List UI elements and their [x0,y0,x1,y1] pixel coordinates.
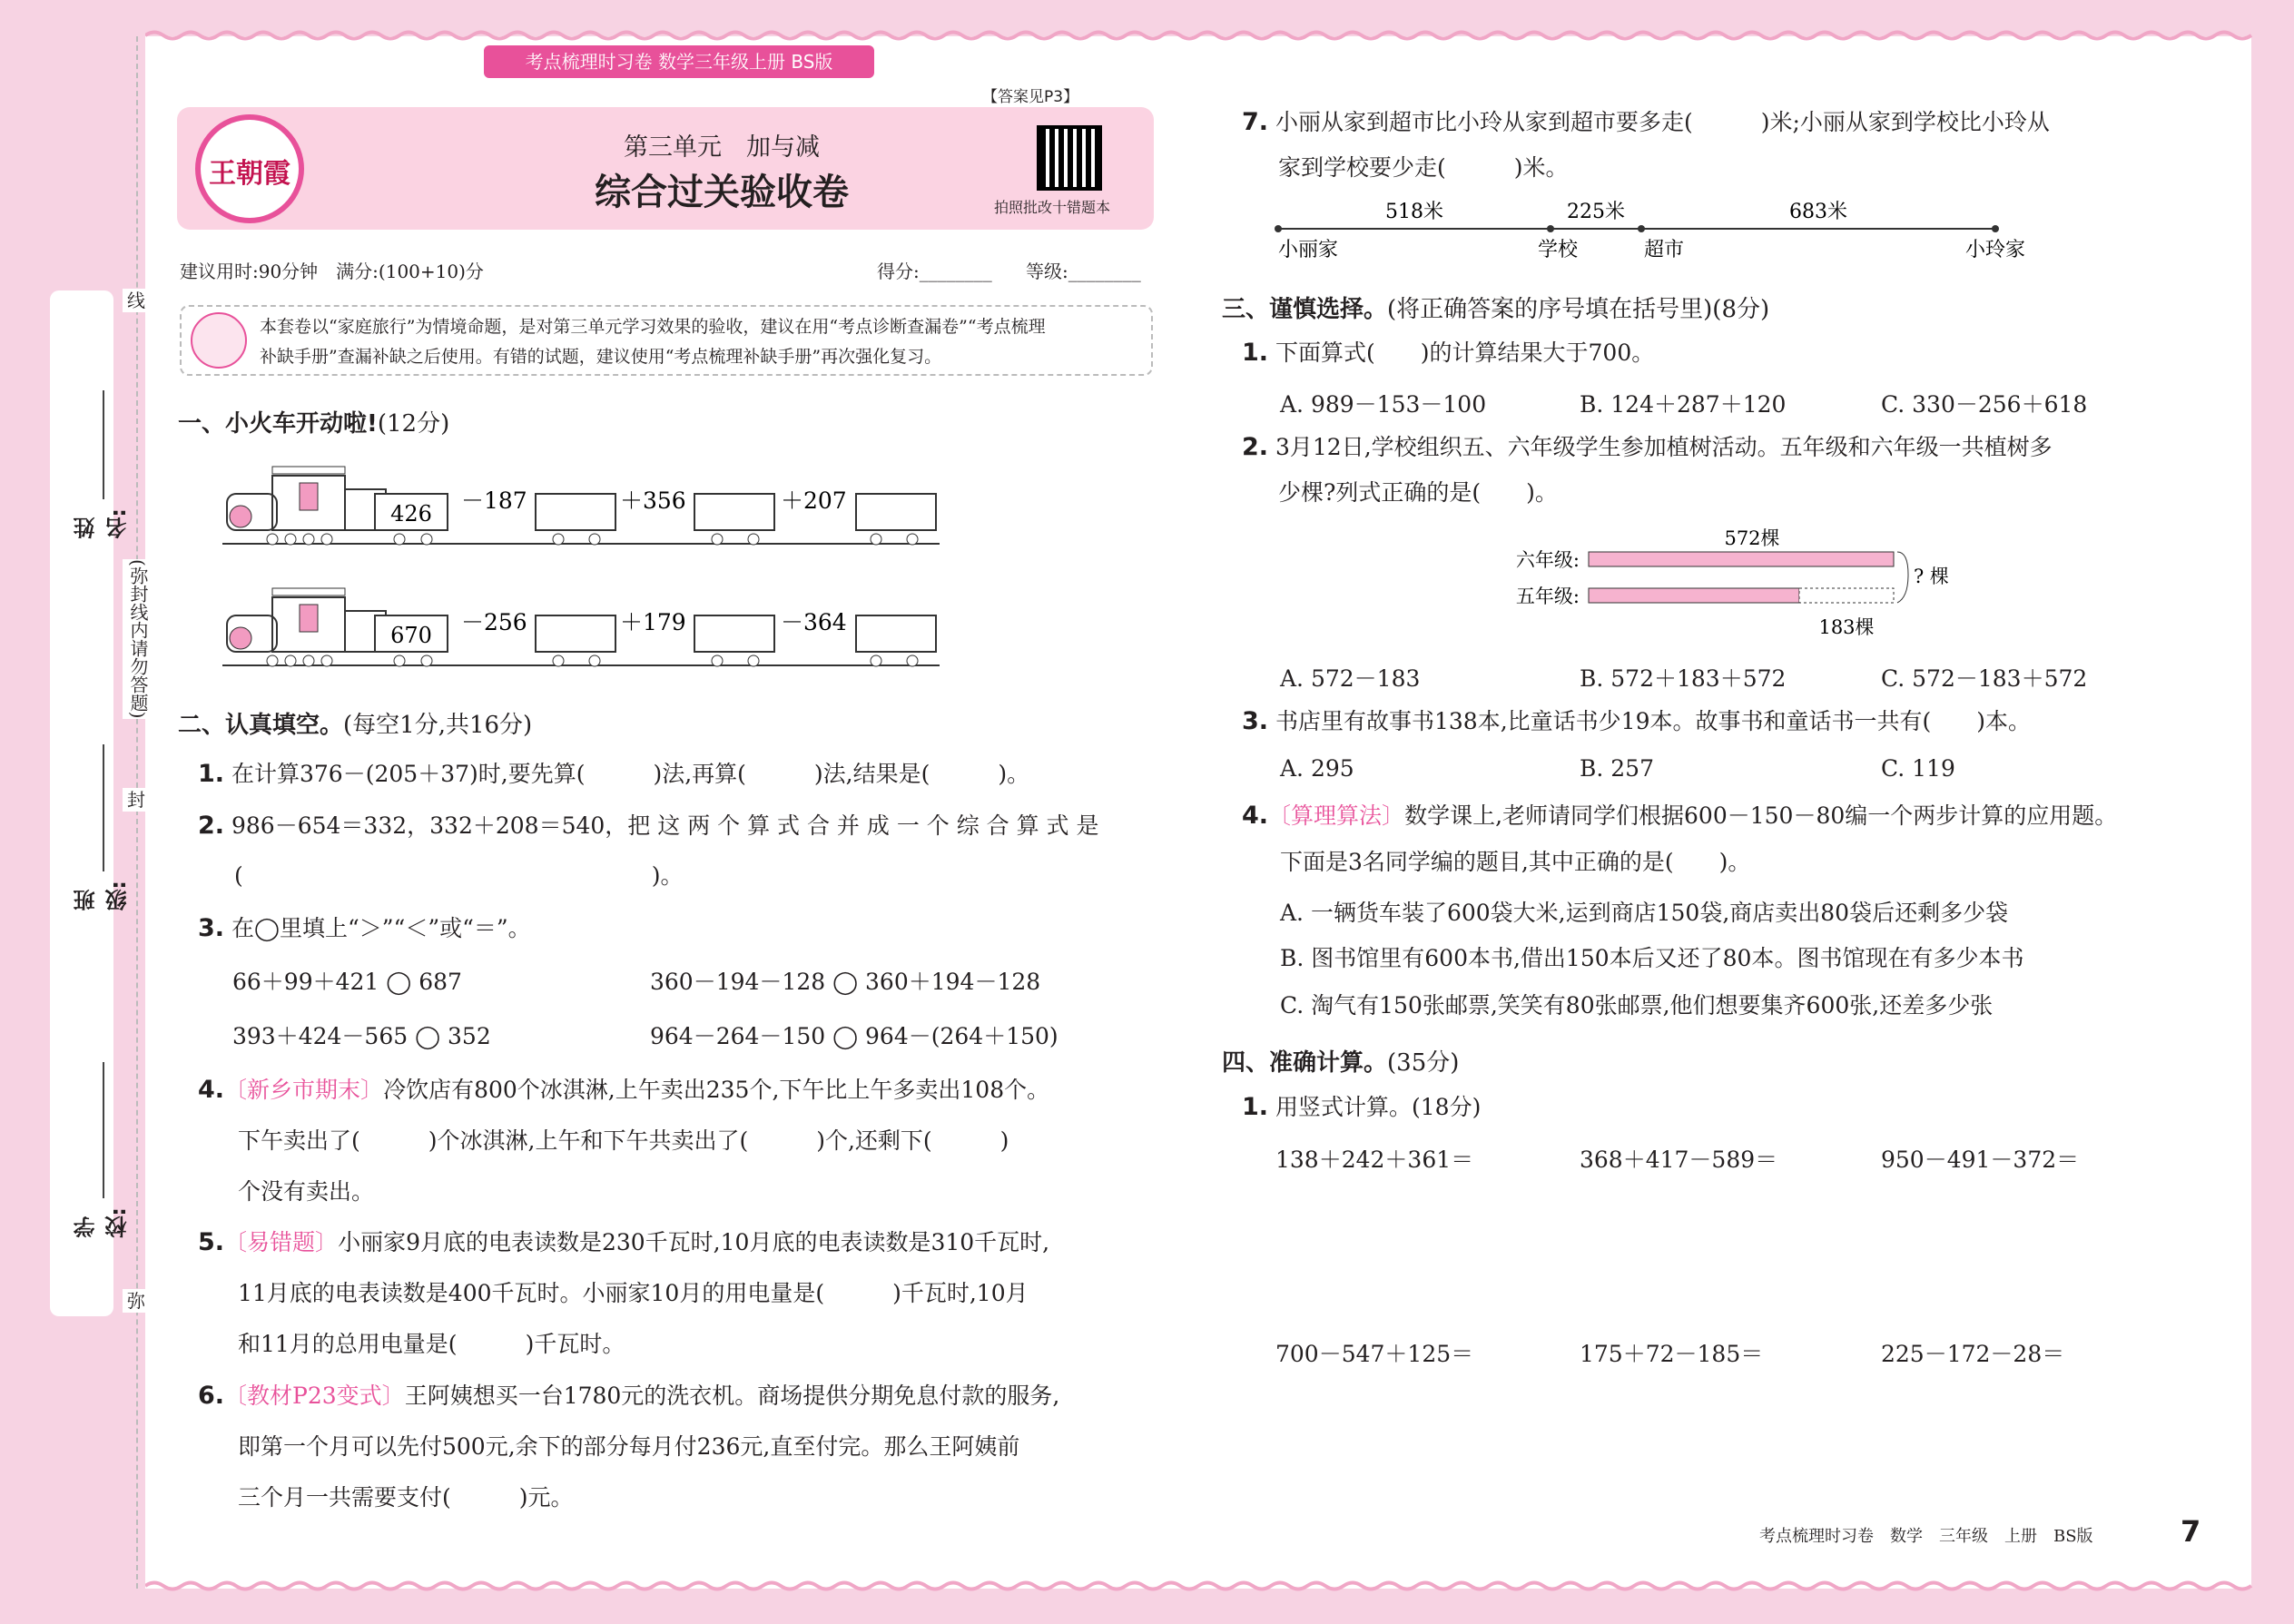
train1-op2: ＋356 [620,487,686,514]
page-number: 7 [2181,1514,2201,1549]
s3-q1: 1. 下面算式( )的计算结果大于700。 [1242,339,1655,367]
s2-q2-blank[interactable]: ( )。 [234,862,684,889]
s3-q3-opt-c[interactable]: C. 119 [1881,755,1955,782]
s3-q4-opt-b[interactable]: B. 图书馆里有600本书,借出150本后又还了80本。图书馆现在有多少本书 [1280,945,2024,971]
s2-q5-line3: 和11月的总用电量是( )千瓦时。 [238,1331,625,1357]
time-score-meta: 建议用时:90分钟 满分:(100+10)分 [180,261,484,282]
train2-start: 670 [390,623,432,648]
calc-2: 368＋417－589＝ [1580,1147,1778,1173]
s2-q5: 5.〔易错题〕小丽家9月底的电表读数是230千瓦时,10月底的电表读数是310千瓦时, [198,1228,1050,1256]
calc-4: 700－547＋125＝ [1275,1341,1474,1367]
seal-note: (弥封线内请勿答题) [123,559,150,719]
distance-line-diagram [1269,191,2041,263]
binding-strip [50,290,131,1316]
place-market: 超市 [1643,239,1685,261]
bar-six-label: 六年级: [1515,549,1580,571]
s3-q3-opt-a[interactable]: A. 295 [1280,755,1354,782]
dist-225: 225米 [1567,201,1625,223]
place-school: 学校 [1537,239,1579,261]
name-label: 姓名: [74,508,131,539]
s2-q3-a: 66＋99＋421 ◯ 687 [232,969,462,995]
s2-q1: 1. 在计算376－(205＋37)时,要先算( )法,再算( )法,结果是( )。 [198,760,1030,788]
grade-field[interactable]: 等级:________ [1026,261,1141,282]
train2-op2: ＋179 [620,609,686,635]
section-2-title: 二、认真填空。(每空1分,共16分) [178,712,533,739]
top-wave-border [145,29,2260,42]
s2-q4: 4.〔新乡市期末〕冷饮店有800个冰淇淋,上午卖出235个,下午比上午多卖出108个。 [198,1076,1050,1104]
class-label: 班级: [74,881,131,911]
s3-q4-opt-a[interactable]: A. 一辆货车装了600袋大米,运到商店150袋,商店卖出80袋后还剩多少袋 [1280,900,2009,926]
calc-6: 225－172－28＝ [1881,1341,2065,1367]
bar-diff-label: 183棵 [1818,616,1875,638]
s3-q2: 2. 3月12日,学校组织五、六年级学生参加植树活动。五年级和六年级一共植树多 [1242,433,2053,461]
intro-note [180,305,1153,376]
paper-title: 综合过关验收卷 [595,172,849,213]
train-2 [218,570,944,674]
fold-xian: 线 [123,289,150,312]
s3-q4: 4.〔算理算法〕数学课上,老师请同学们根据600－150－80编一个两步计算的应用题。 [1242,802,2118,830]
unit-title: 第三单元 加与减 [624,133,820,162]
calc-3: 950－491－372＝ [1881,1147,2080,1173]
footer-text: 考点梳理时习卷 数学 三年级 上册 BS版 [1759,1527,2093,1546]
dist-683: 683米 [1789,201,1847,223]
s2-q6-line2: 即第一个月可以先付500元,余下的部分每月付236元,直至付完。那么王阿姨前 [238,1433,1020,1460]
s2-q4-line3: 个没有卖出。 [238,1178,375,1205]
s3-q2-opt-c[interactable]: C. 572－183＋572 [1881,665,2088,692]
s3-q2-opt-a[interactable]: A. 572－183 [1280,665,1421,692]
header-box [177,107,1154,230]
s2-q2: 2. 986－654＝332，332＋208＝540，把 这 两 个 算 式 合 并 成 一 个 综 合 算 式 是 [198,812,1099,840]
s3-q3: 3. 书店里有故事书138本,比童话书少19本。故事书和童话书一共有( )本。 [1242,707,2031,735]
s4-q1: 1. 用竖式计算。(18分) [1242,1093,1482,1121]
note-line-1: 本套卷以“家庭旅行”为情境命题，是对第三单元学习效果的验收，建议在用“考点诊断查漏卷”“考点梳理 [260,317,1046,337]
s3-q1-opt-b[interactable]: B. 124＋287＋120 [1580,391,1787,418]
section-4-title: 四、准确计算。(35分) [1222,1049,1460,1077]
s3-q4-opt-c[interactable]: C. 淘气有150张邮票,笑笑有80张邮票,他们想要集齐600张,还差多少张 [1280,992,1994,1019]
s2-q7: 7. 小丽从家到超市比小玲从家到超市要多走( )米;小丽从家到学校比小玲从 [1242,108,2050,136]
bar-top-label: 572棵 [1724,527,1780,549]
section-3-title: 三、谨慎选择。(将正确答案的序号填在括号里)(8分) [1222,296,1770,323]
girl-avatar-icon [191,312,247,369]
dist-518: 518米 [1385,201,1443,223]
s2-q3: 3. 在◯里填上“＞”“＜”或“＝”。 [198,914,531,942]
s2-q7-line2: 家到学校要少走( )米。 [1278,154,1569,181]
school-label: 学校: [74,1207,131,1238]
s2-q3-d: 964－264－150 ◯ 964－(264＋150) [650,1023,1058,1049]
fold-feng: 封 [123,788,150,812]
s2-q4-line2: 下午卖出了( )个冰淇淋,上午和下午共卖出了( )个,还剩下( ) [238,1127,1009,1154]
note-line-2: 补缺手册”查漏补缺之后使用。有错的试题，建议使用“考点梳理补缺手册”再次强化复习。 [260,347,942,367]
train1-op1: －187 [461,487,527,514]
place-xiaoli: 小丽家 [1278,239,1339,261]
section-1-title: 一、小火车开动啦!(12分) [178,410,450,438]
s3-q1-opt-c[interactable]: C. 330－256＋618 [1881,391,2088,418]
s3-q2-line2: 少棵?列式正确的是( )。 [1278,479,1558,506]
fold-mi: 弥 [123,1289,150,1313]
s3-q4-line2: 下面是3名同学编的题目,其中正确的是( )。 [1280,849,1751,875]
s3-q1-opt-a[interactable]: A. 989－153－100 [1280,391,1487,418]
series-pill: 考点梳理时习卷 数学三年级上册 BS版 [484,45,874,78]
answer-ref: 【答案见P3】 [982,88,1079,106]
fold-line [136,36,138,1589]
bar-five-label: 五年级: [1515,586,1580,607]
bottom-wave-border [145,1580,2260,1592]
calc-1: 138＋242＋361＝ [1275,1147,1474,1173]
s3-q2-opt-b[interactable]: B. 572＋183＋572 [1580,665,1787,692]
tree-bar-diagram [1498,525,1970,643]
brand-logo [195,114,304,223]
qr-label: 拍照批改十错题本 [994,199,1111,216]
train1-start: 426 [390,501,432,527]
s3-q3-opt-b[interactable]: B. 257 [1580,755,1654,782]
calc-5: 175＋72－185＝ [1580,1341,1764,1367]
train2-op1: －256 [461,609,527,635]
s2-q3-b: 360－194－128 ◯ 360＋194－128 [650,969,1041,995]
s2-q3-c: 393＋424－565 ◯ 352 [232,1023,491,1049]
s2-q6-line3: 三个月一共需要支付( )元。 [238,1484,574,1511]
logo-text: 王朝霞 [209,158,290,190]
bar-total-label: ? 棵 [1914,566,1949,587]
score-field[interactable]: 得分:________ [877,261,992,282]
s2-q6: 6.〔教材P23变式〕王阿姨想买一台1780元的洗衣机。商场提供分期免息付款的服务, [198,1382,1060,1410]
s2-q5-line2: 11月底的电表读数是400千瓦时。小丽家10月的用电量是( )千瓦时,10月 [238,1280,1029,1306]
train2-op3: －364 [781,609,847,635]
train1-op3: ＋207 [781,487,847,514]
qr-code-icon[interactable] [1037,125,1102,191]
place-xiaoling: 小玲家 [1964,239,2026,261]
train-1 [218,448,944,553]
